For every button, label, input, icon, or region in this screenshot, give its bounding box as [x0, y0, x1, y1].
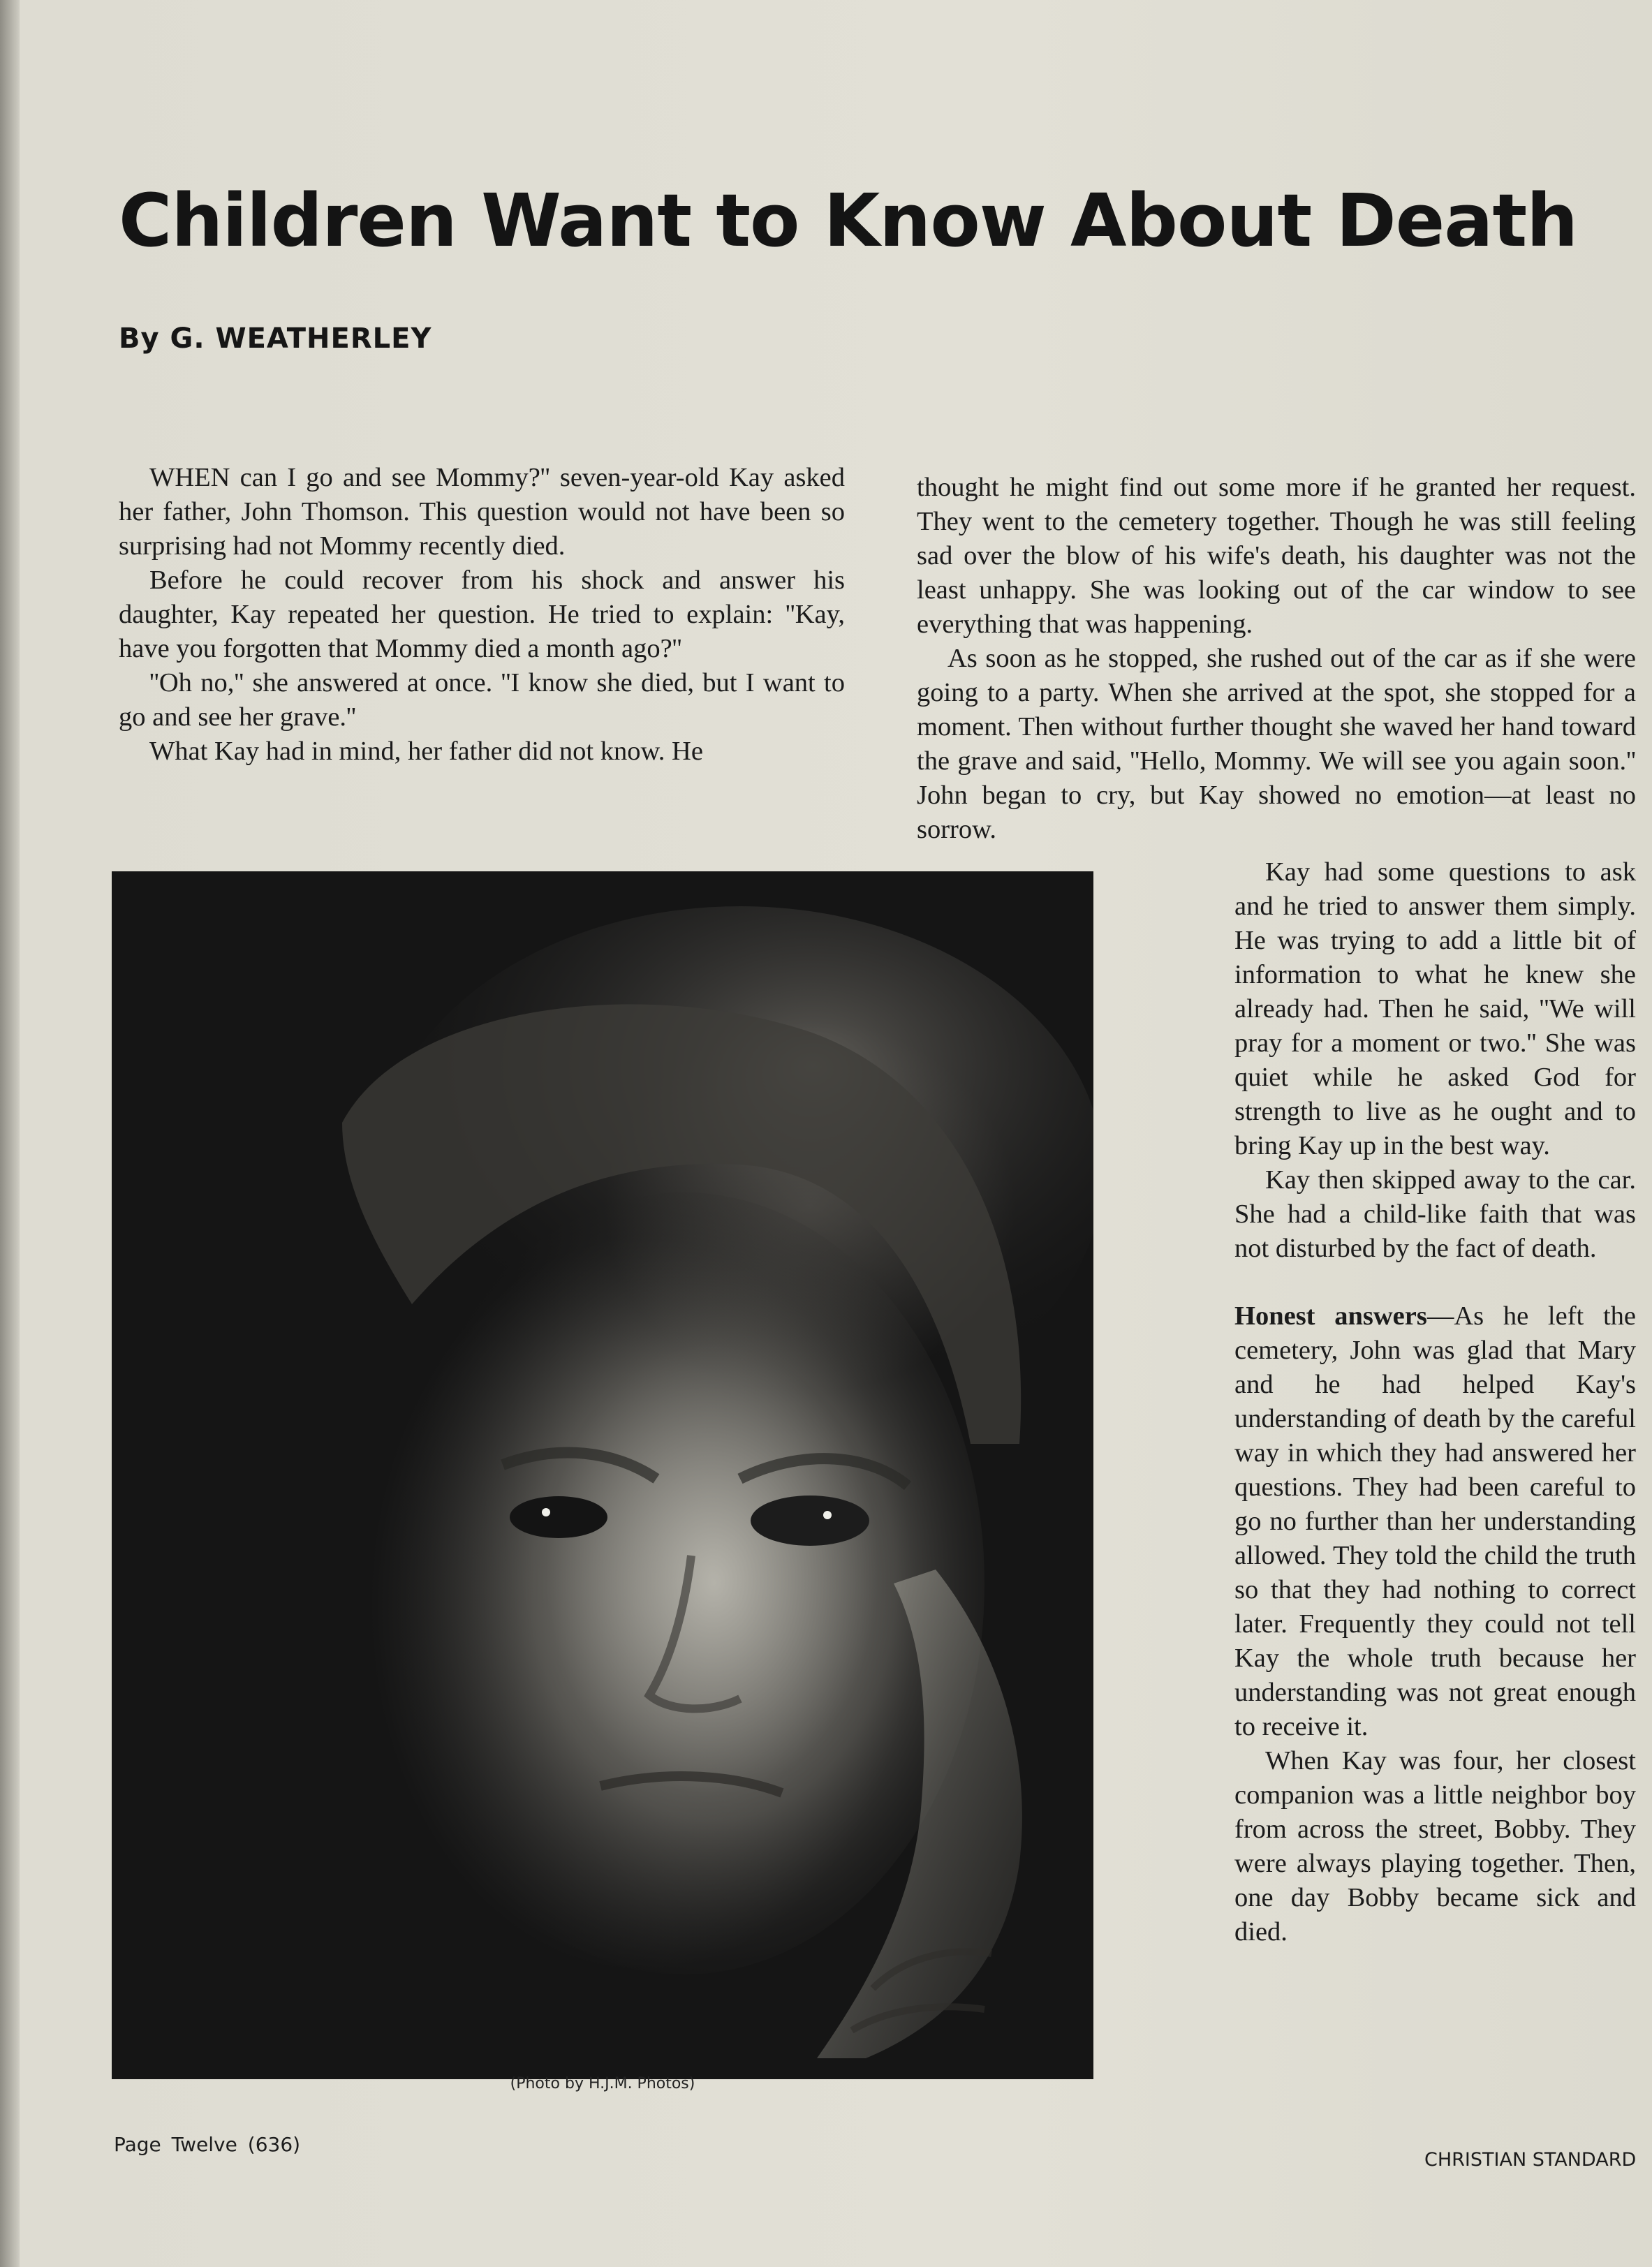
left-eye	[510, 1496, 607, 1538]
portrait-illustration	[112, 871, 1093, 2079]
article-byline: By G. WEATHERLEY	[119, 323, 432, 355]
page-label: Page Twelve	[114, 2133, 237, 2156]
paragraph: WHEN can I go and see Mommy?'' seven-year-old Kay asked her father, John Thomson. This question would not have been so surprising had not Mommy recently died.	[119, 463, 845, 561]
journal-name: CHRISTIAN STANDARD	[1424, 2149, 1637, 2171]
paragraph: As soon as he stopped, she rushed out of the car as if she were going to a party. When she arrived at the spot, she stopped for a moment. Then without further thought she waved her hand toward the grave and said, ''Hello, Mommy. We will see you again soon.'' John began to cry, but Kay showed no emotion—at least no sorrow.	[917, 644, 1636, 844]
paragraph: When Kay was four, her closest companion was a little neighbor boy from across the street, Bobby. They were always playing together. Then, one day Bobby became sick and died.	[1234, 1746, 1636, 1947]
child-portrait-photo	[112, 871, 1093, 2079]
subheading-text: —As he left the cemetery, John was glad that Mary and he had helped Kay's understanding of death by the careful way in which they had answered her questions. They had been careful to go no further than her understanding allowed. They told the child the truth so that they had nothing to correct later. Frequently they could not tell Kay the whole truth because her understanding was not great enough to receive it.	[1234, 1301, 1636, 1741]
right-eye-glint	[823, 1511, 832, 1519]
paragraph: thought he might find out some more if he granted her request. They went to the cemetery together. Though he was still feeling sad over the blow of his wife's death, his daughter was not the least unhappy. She was looking out of the car window to see everything that was happening.	[917, 473, 1636, 639]
body-column-right-bottom	[1234, 855, 1636, 1949]
subheading-paragraph	[1234, 1299, 1636, 1744]
paragraph: ''Oh no,'' she answered at once. ''I know she died, but I want to go and see her grave.''	[119, 668, 845, 732]
paragraph: Before he could recover from his shock and answer his daughter, Kay repeated her question. He tried to explain: ''Kay, have you forgotten that Mommy died a month ago?''	[119, 566, 845, 663]
subheading: Honest answers	[1234, 1301, 1427, 1331]
article-title: Children Want to Know About Death	[119, 178, 1578, 263]
page-spine-shadow	[0, 0, 20, 2267]
right-eye	[751, 1496, 869, 1546]
page-folio	[114, 2133, 300, 2156]
body-column-right-top	[917, 471, 1636, 847]
left-eye-glint	[542, 1508, 550, 1516]
photo-caption: (Photo by H.J.M. Photos)	[510, 2075, 695, 2092]
page-number: (636)	[247, 2133, 301, 2156]
paragraph: What Kay had in mind, her father did not know. He	[149, 737, 703, 766]
body-column-left	[119, 461, 845, 769]
paragraph: Kay then skipped away to the car. She had a child-like faith that was not disturbed by the fact of death.	[1234, 1165, 1636, 1263]
paragraph: Kay had some questions to ask and he tried to answer them simply. He was trying to add a little bit of information to what he knew she already had. Then he said, ''We will pray for a moment or two.'' She was quiet while he asked God for strength to live as he ought and to bring Kay up in the best way.	[1234, 857, 1636, 1160]
